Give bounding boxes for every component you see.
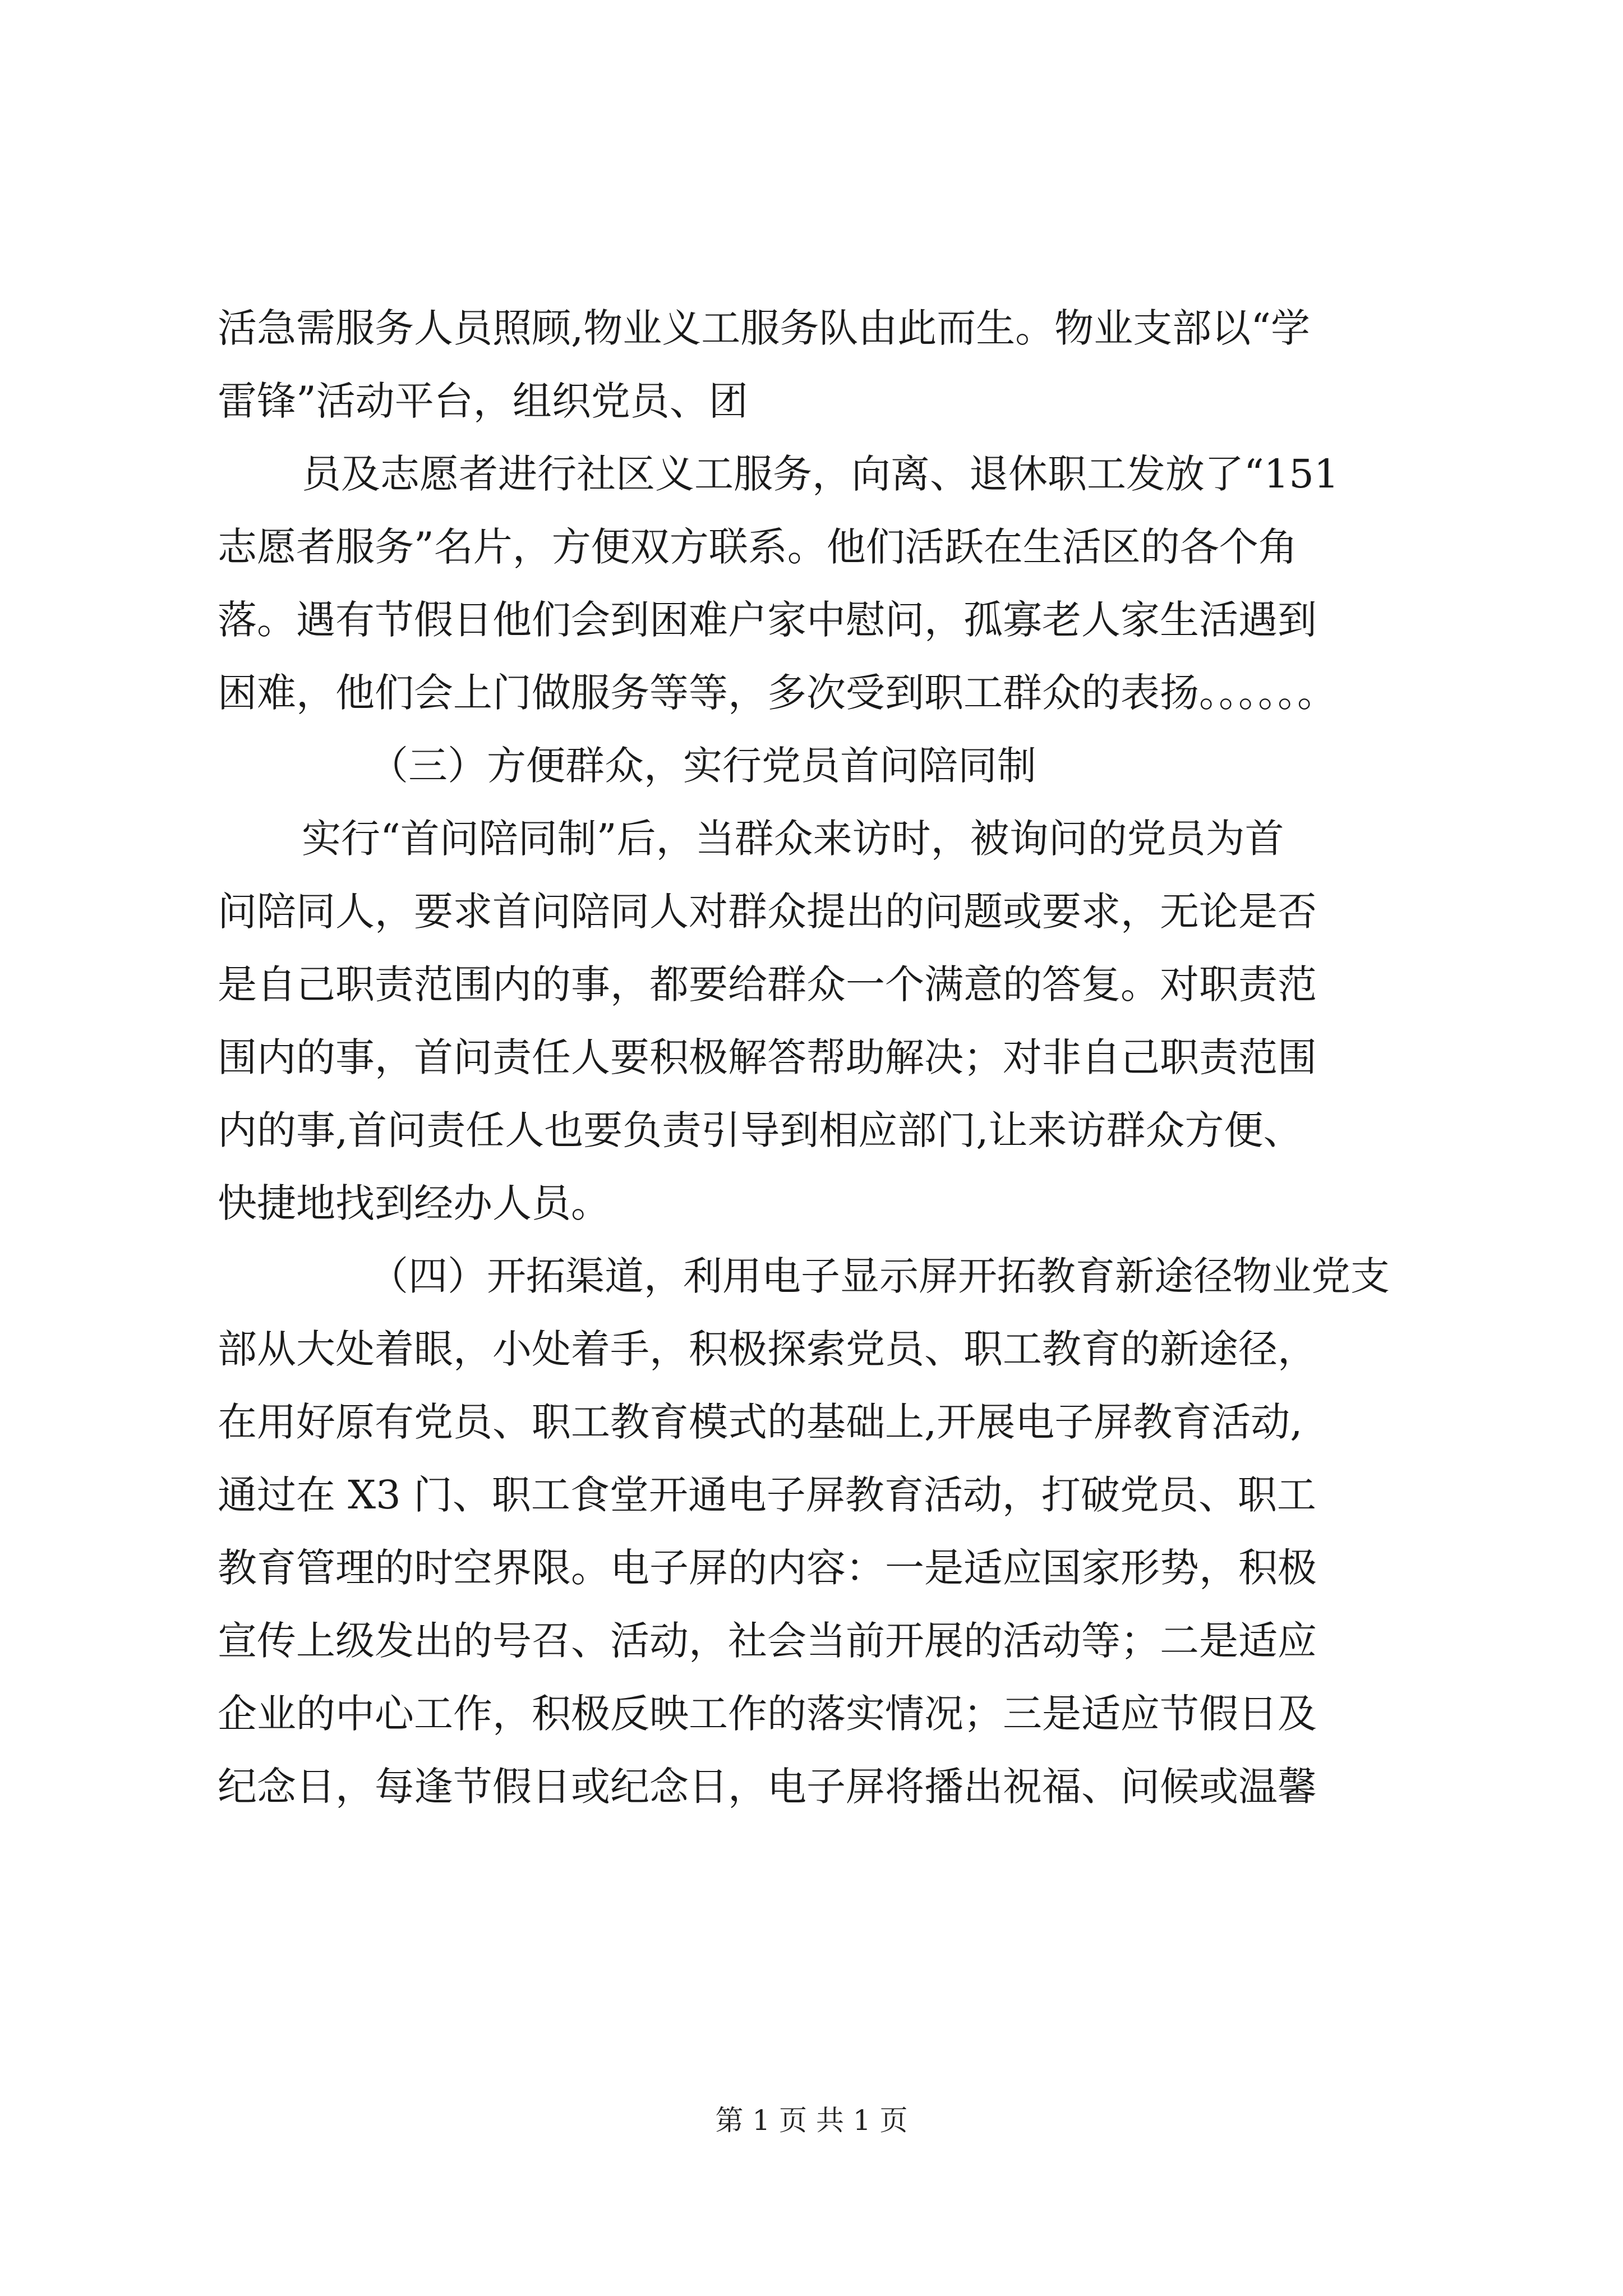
section-heading: （四）开拓渠道，利用电子显示屏开拓教育新途径物业党支 [369, 1253, 1390, 1299]
text-line: 宣传上级发出的号召、活动，社会当前开展的活动等；二是适应 [218, 1618, 1317, 1664]
text-line: 企业的中心工作，积极反映工作的落实情况；三是适应节假日及 [218, 1691, 1317, 1737]
text-line: 问陪同人，要求首问陪同人对群众提出的问题或要求，无论是否 [218, 889, 1317, 935]
section-heading: （三）方便群众，实行党员首问陪同制 [369, 743, 1036, 789]
text-line: 雷锋”活动平台，组织党员、团 [218, 378, 748, 424]
text-line: 员及志愿者进行社区义工服务，向离、退休职工发放了“151 [302, 451, 1339, 497]
text-line: 困难，他们会上门做服务等等，多次受到职工群众的表扬。。。。。。 [218, 670, 1336, 716]
text-line: 快捷地找到经办人员。 [218, 1180, 610, 1226]
text-line: 是自己职责范围内的事，都要给群众一个满意的答复。对职责范 [218, 961, 1317, 1007]
text-line: 实行“首问陪同制”后，当群众来访时，被询问的党员为首 [302, 816, 1284, 862]
text-line: 落。遇有节假日他们会到困难户家中慰问，孤寡老人家生活遇到 [218, 597, 1317, 643]
text-line: 围内的事，首问责任人要积极解答帮助解决；对非自己职责范围 [218, 1034, 1317, 1080]
text-line: 教育管理的时空界限。电子屏的内容：一是适应国家形势，积极 [218, 1545, 1317, 1591]
text-line: 志愿者服务”名片，方便双方联系。他们活跃在生活区的各个角 [218, 524, 1298, 570]
text-line: 内的事,首问责任人也要负责引导到相应部门,让来访群众方便、 [218, 1107, 1303, 1153]
text-line: 纪念日，每逢节假日或纪念日，电子屏将播出祝福、问候或温馨 [218, 1764, 1317, 1810]
text-line: 通过在 X3 门、职工食堂开通电子屏教育活动，打破党员、职工 [218, 1472, 1316, 1518]
text-line: 活急需服务人员照顾,物业义工服务队由此而生。物业支部以“学 [218, 305, 1311, 351]
document-body [218, 292, 1423, 1823]
text-line: 在用好原有党员、职工教育模式的基础上,开展电子屏教育活动, [218, 1399, 1303, 1445]
text-line: 部从大处着眼，小处着手，积极探索党员、职工教育的新途径， [218, 1326, 1317, 1372]
page-footer: 第 1 页 共 1 页 [715, 2104, 908, 2137]
